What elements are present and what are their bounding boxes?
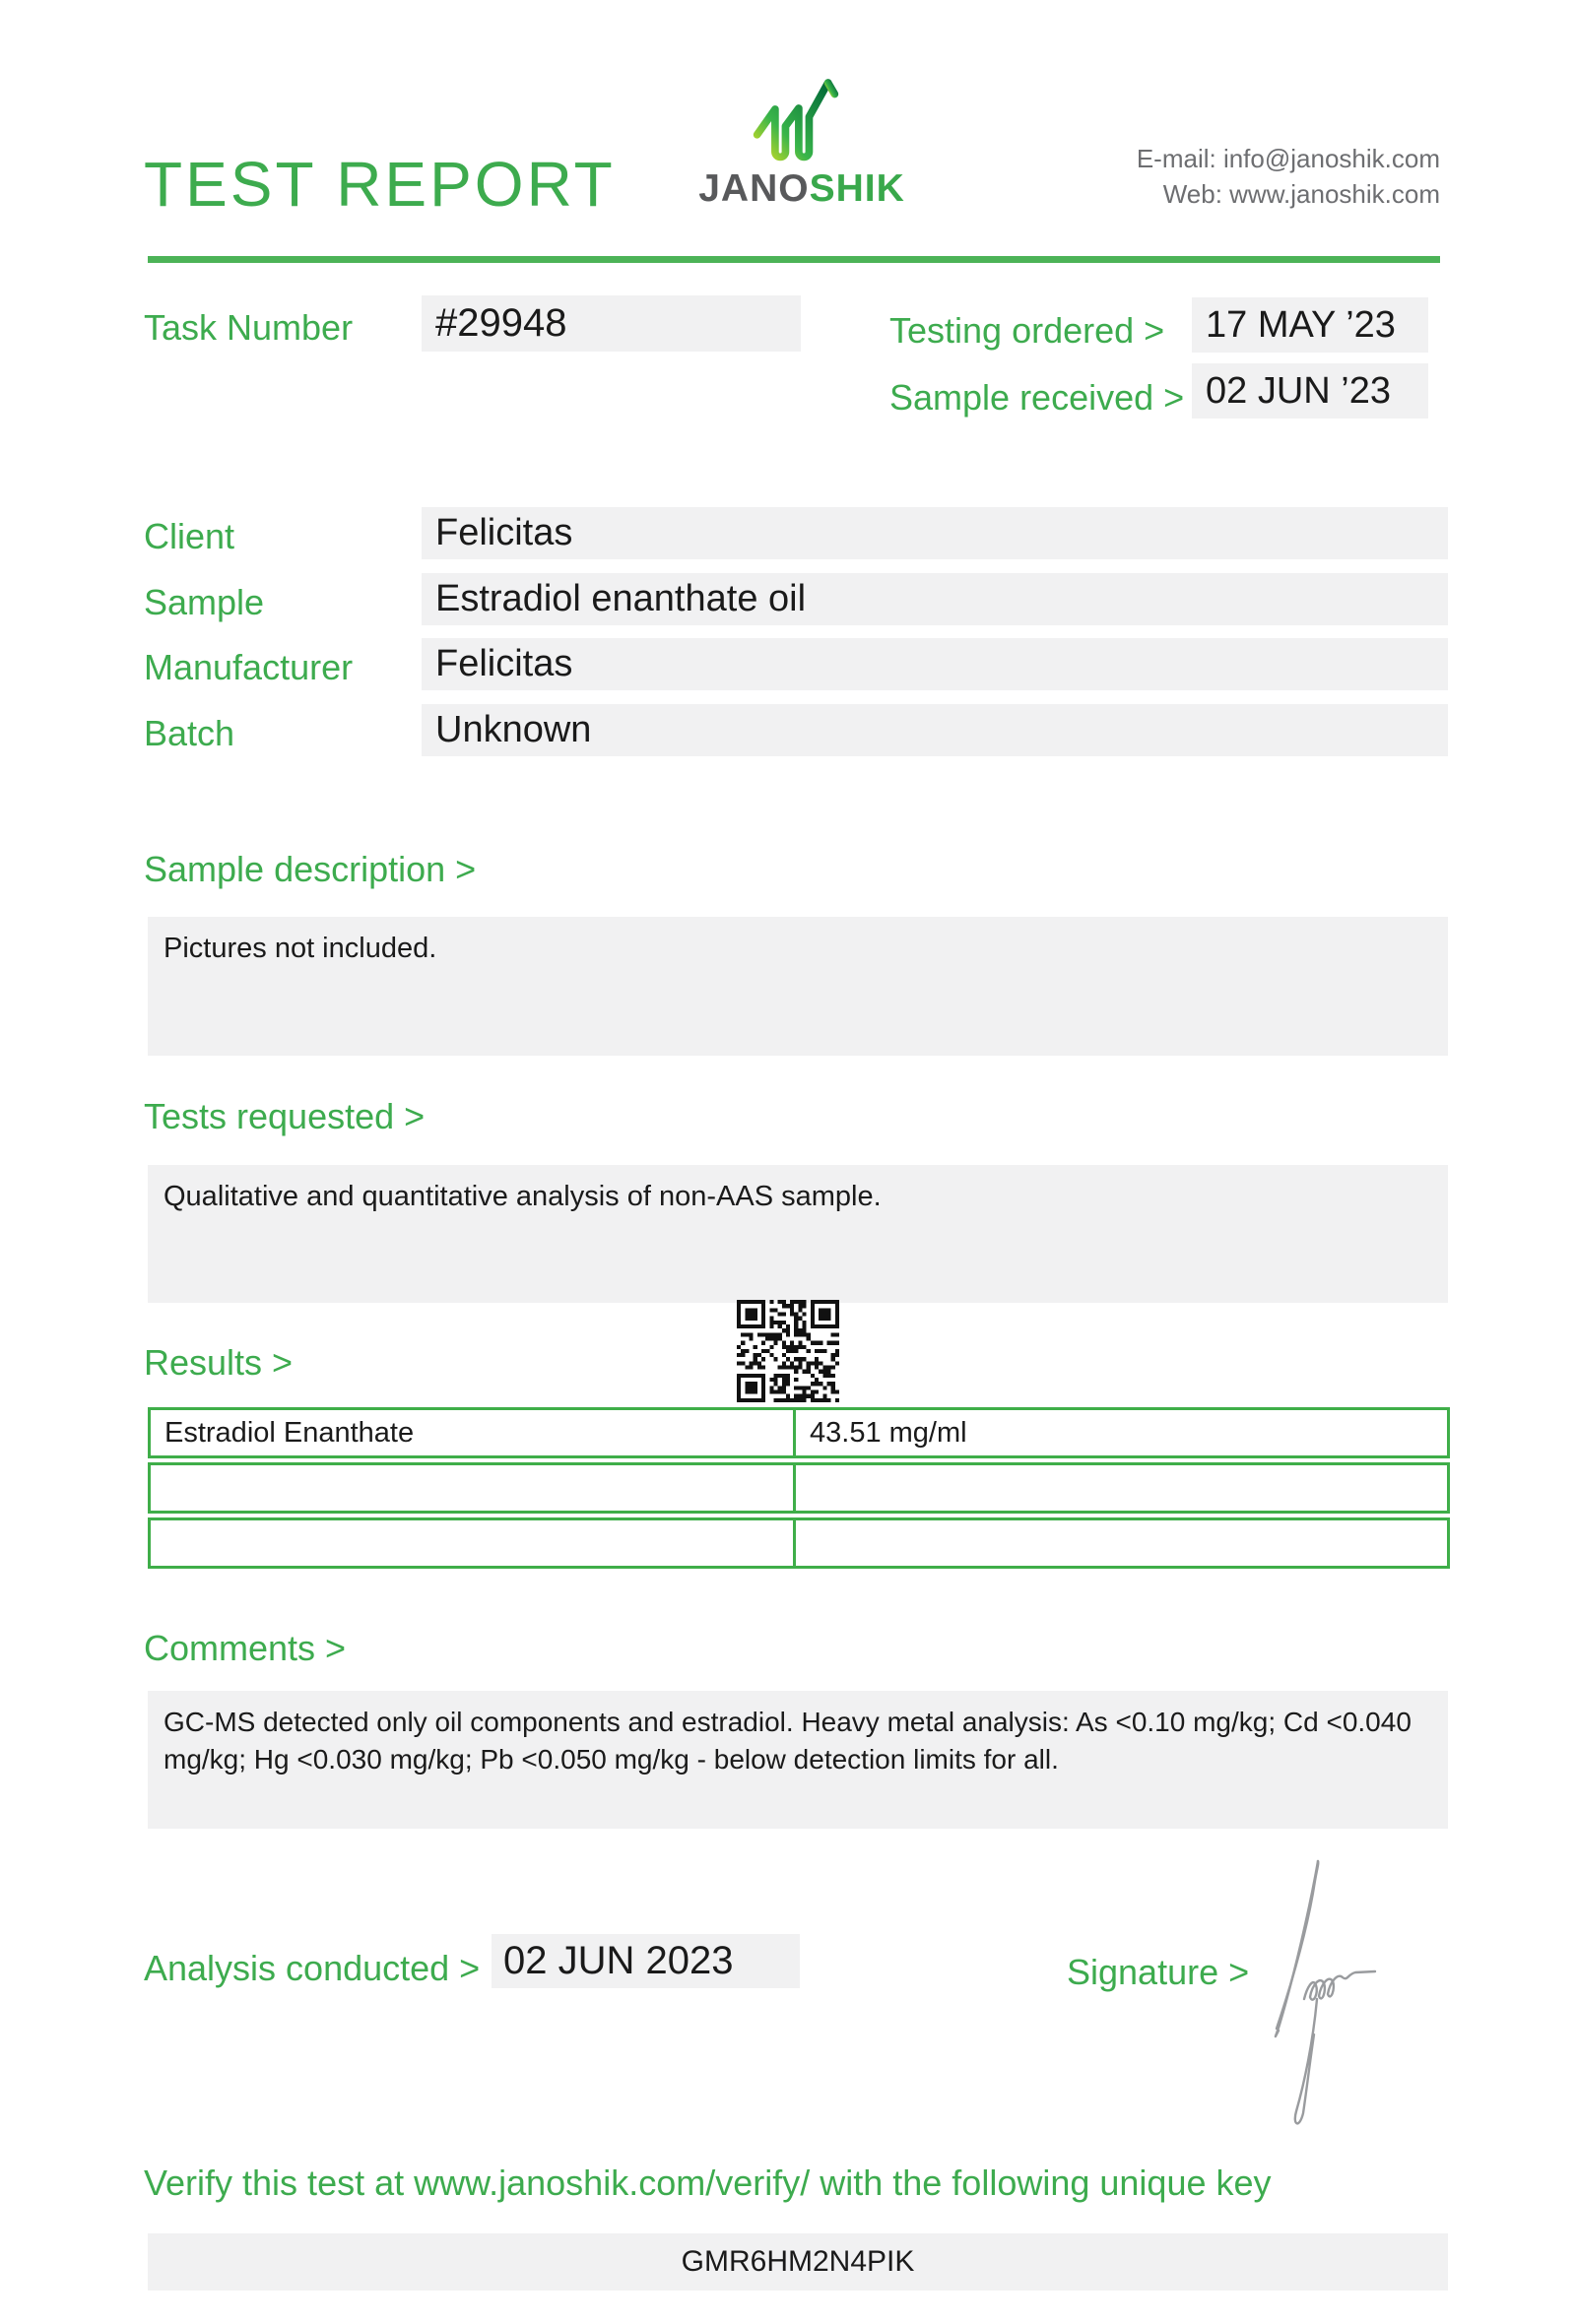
sample-description-body: Pictures not included. xyxy=(148,917,1448,1056)
manufacturer-value: Felicitas xyxy=(422,638,1448,690)
brand-logo xyxy=(690,74,914,212)
contact-info xyxy=(1137,141,1440,212)
sample-value: Estradiol enanthate oil xyxy=(422,573,1448,625)
result-analyte: Estradiol Enanthate xyxy=(151,1410,796,1455)
sample-received-value: 02 JUN ’23 xyxy=(1192,363,1428,419)
result-value xyxy=(796,1465,1447,1511)
qr-code xyxy=(737,1300,839,1402)
analysis-conducted-value: 02 JUN 2023 xyxy=(492,1934,800,1988)
results-row xyxy=(148,1462,1450,1514)
verify-instruction: Verify this test at www.janoshik.com/verify/ with the following unique key xyxy=(144,2163,1272,2203)
signature-image xyxy=(1269,1849,1446,2145)
results-heading: Results > xyxy=(144,1342,294,1383)
results-row xyxy=(148,1407,1450,1458)
results-row xyxy=(148,1517,1450,1569)
testing-ordered-label: Testing ordered > xyxy=(889,310,1165,351)
brand-name-shik: SHIK xyxy=(809,167,905,210)
testing-ordered-value: 17 MAY ’23 xyxy=(1192,297,1428,353)
task-number-value: #29948 xyxy=(422,295,801,352)
brand-name xyxy=(690,167,914,211)
manufacturer-label: Manufacturer xyxy=(144,647,354,687)
contact-email: E-mail: info@janoshik.com xyxy=(1136,144,1440,173)
comments-heading: Comments > xyxy=(144,1628,347,1668)
results-table xyxy=(148,1407,1450,1573)
page-title: TEST REPORT xyxy=(144,149,616,220)
client-value: Felicitas xyxy=(422,507,1448,559)
verify-key: GMR6HM2N4PIK xyxy=(148,2233,1448,2291)
brand-name-jano: JANO xyxy=(698,167,810,210)
growth-chart-icon xyxy=(749,74,843,164)
sample-label: Sample xyxy=(144,582,265,622)
task-number-label: Task Number xyxy=(144,307,354,348)
result-analyte xyxy=(151,1520,796,1566)
result-value xyxy=(796,1520,1447,1566)
result-analyte xyxy=(151,1465,796,1511)
client-label: Client xyxy=(144,516,235,556)
tests-requested-body: Qualitative and quantitative analysis of non-AAS sample. xyxy=(148,1165,1448,1303)
sample-description-heading: Sample description > xyxy=(144,849,477,889)
signature-label: Signature > xyxy=(1067,1952,1250,1992)
header-divider xyxy=(148,256,1440,263)
sample-received-label: Sample received > xyxy=(889,377,1185,418)
contact-web: Web: www.janoshik.com xyxy=(1162,179,1440,209)
batch-value: Unknown xyxy=(422,704,1448,756)
analysis-conducted-label: Analysis conducted > xyxy=(144,1948,481,1988)
batch-label: Batch xyxy=(144,713,235,753)
tests-requested-heading: Tests requested > xyxy=(144,1096,426,1136)
comments-body: GC-MS detected only oil components and estradiol. Heavy metal analysis: As <0.10 mg/kg; Cd <0.040 mg/kg; Hg <0.030 mg/kg; Pb <0.050 mg/kg - below detection limits for all. xyxy=(148,1691,1448,1829)
result-value: 43.51 mg/ml xyxy=(810,1416,967,1449)
